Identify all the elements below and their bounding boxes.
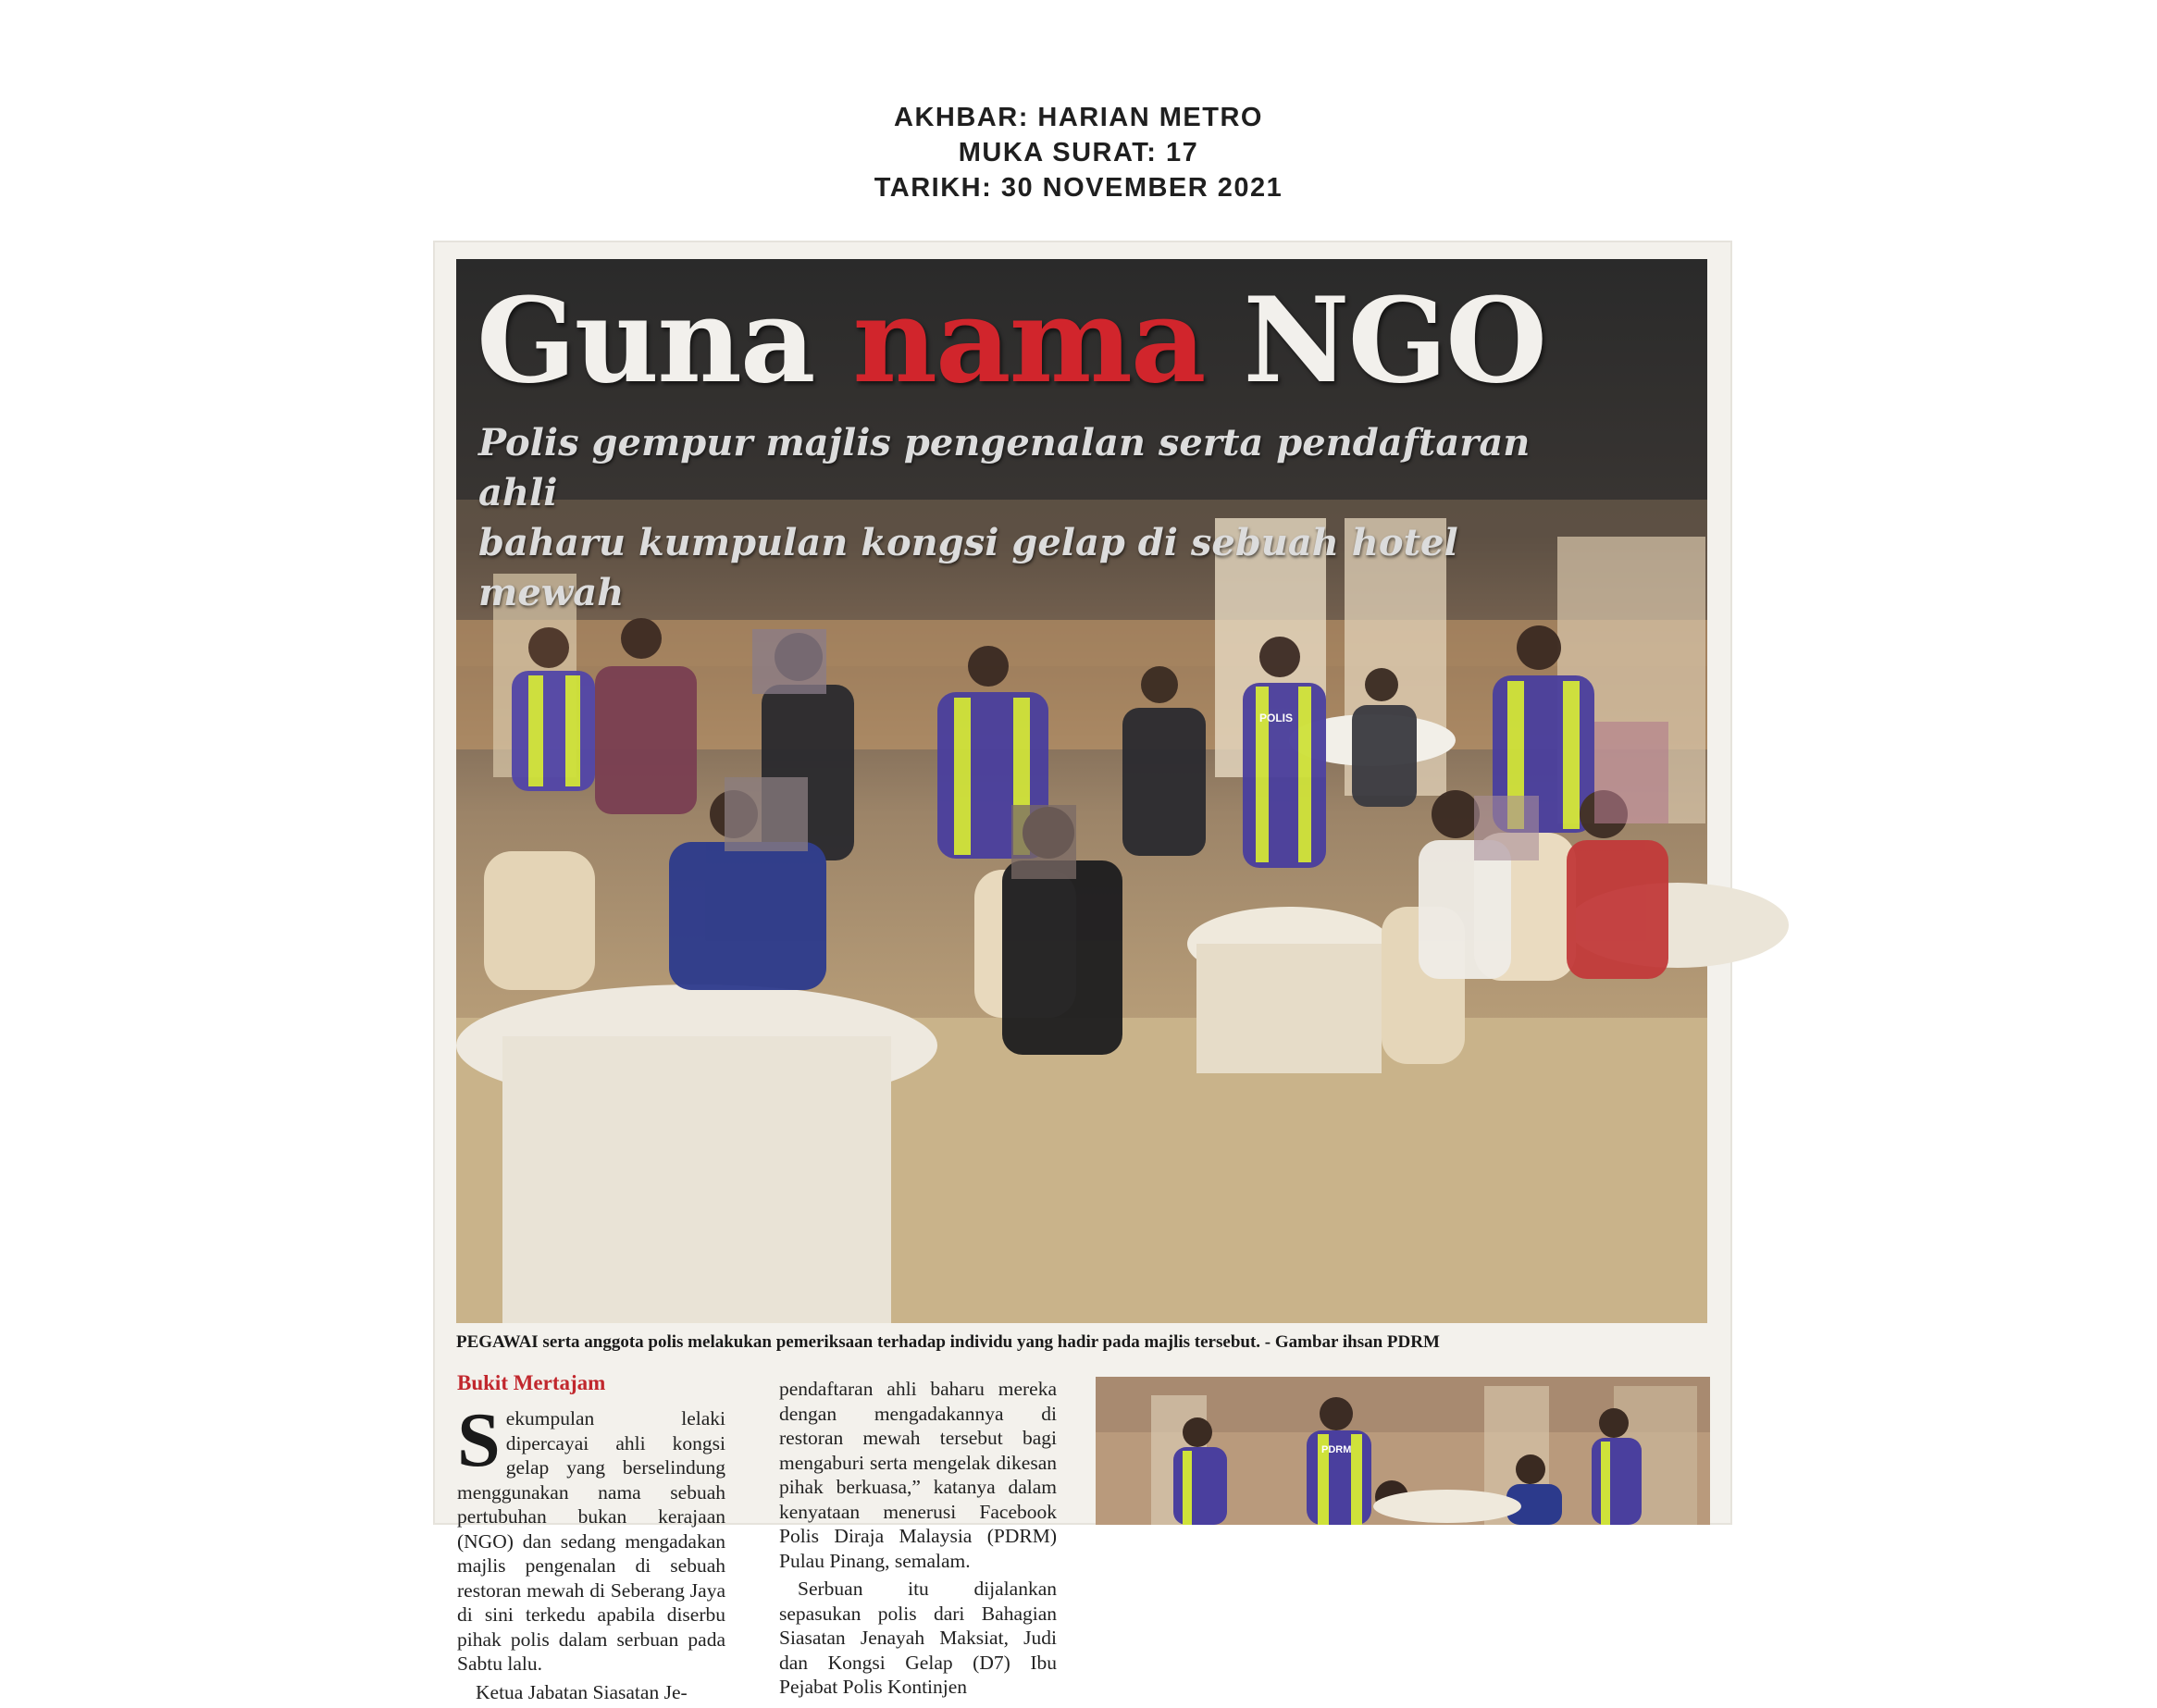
column-2-paragraph-1: pendaftaran ahli baharu mereka dengan mengadakannya di restoran mewah tersebut bagi mengaburi serta mengelak dikesan pihak berkuasa,” katanya dalam kenyataan menerusi Facebook Polis Diraja Malaysia (PDRM) Pulau Pinang, semalam. [779,1378,1057,1572]
photo-vest-label: POLIS [1259,712,1294,724]
column-1-paragraph-2: Ketua Jabatan Siasatan Je- [476,1680,688,1703]
column-2-paragraph-2: Serbuan itu dijalankan sepasukan polis dari Bahagian Siasatan Jenayah Maksiat, Judi dan Kongsi Gelap (D7) Ibu Pejabat Polis Kontinjen [779,1578,1057,1698]
publication-date: TARIKH: 30 NOVEMBER 2021 [874,173,1283,203]
subheadline [478,418,1533,618]
page-number: MUKA SURAT: 17 [958,138,1199,167]
headline-part-3: NGO [1204,272,1545,409]
subheadline-line-2: baharu kumpulan kongsi gelap di sebuah hotel mewah [478,521,1458,614]
headline-part-1: Guna [477,272,853,409]
newspaper-name: AKHBAR: HARIAN METRO [894,103,1263,132]
secondary-photo [1096,1377,1710,1525]
drop-cap: S [457,1397,501,1483]
subheadline-line-1: Polis gempur majlis pengenalan serta pendaftaran ahli [478,421,1531,514]
clipping-header [0,100,2157,205]
article-column-2 [779,1377,1057,1703]
article-column-1 [457,1397,725,1708]
dateline: Bukit Mertajam [457,1371,606,1394]
headline [477,272,1545,409]
photo2-vest-label: PDRM [1321,1444,1352,1455]
photo-caption: PEGAWAI serta anggota polis melakukan pemeriksaan terhadap individu yang hadir pada majlis tersebut. - Gambar ihsan PDRM [456,1332,1440,1352]
main-photo [456,259,1707,1323]
secondary-raid-photo-illustration [1096,1377,1710,1525]
headline-part-2: nama [852,272,1205,409]
newspaper-clipping [435,242,1730,1703]
column-1-paragraph-1: ekumpulan lelaki dipercayai ahli kongsi gelap yang berselindung menggunakan nama sebuah pertubuhan bukan kerajaan (NGO) dan sedang mengadakan majlis pengenalan di sebuah restoran mewah di Seberang Jaya di sini terkedu apabila diserbu pihak polis dalam serbuan pada Sabtu lalu. [457,1407,725,1675]
